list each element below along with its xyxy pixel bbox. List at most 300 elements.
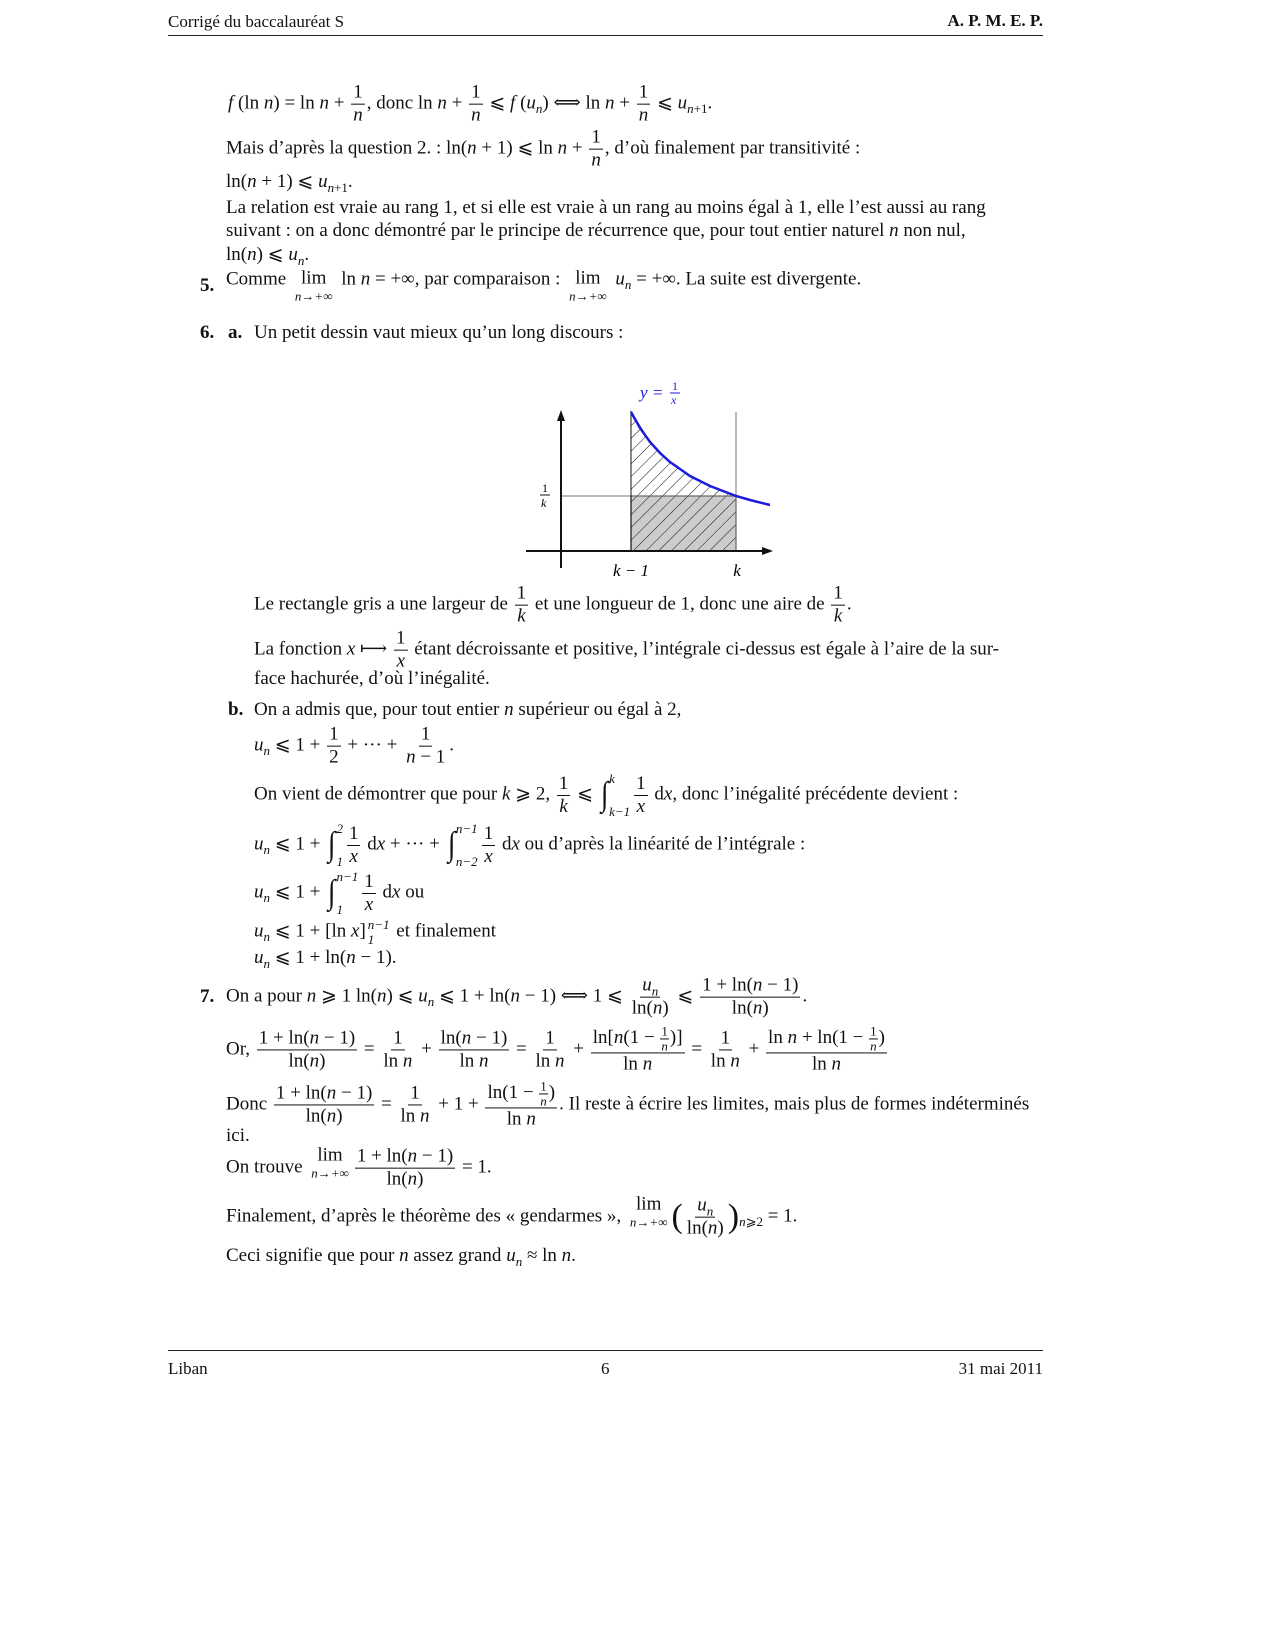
- text-line: [254, 668, 490, 690]
- lim-operator: lim: [301, 267, 327, 289]
- math-variable: n: [263, 842, 270, 858]
- math-variable: u: [677, 92, 688, 114]
- numerator: 1: [870, 1023, 877, 1039]
- fraction: [485, 1079, 557, 1130]
- denominator: [363, 894, 375, 916]
- numerator: [695, 1195, 715, 1218]
- page-number: 6: [601, 1359, 610, 1378]
- numerator: [274, 1083, 374, 1106]
- text-run: Le rectangle gris a une largeur de: [254, 593, 513, 615]
- curve-label-y: y: [640, 383, 648, 402]
- text-run: ⩾ 1 ln(: [316, 985, 378, 1007]
- text-run: ): [662, 997, 669, 1019]
- denominator: [685, 1218, 726, 1240]
- denominator: [630, 998, 671, 1020]
- text-line: [254, 772, 958, 818]
- lower-limit: n−2: [455, 854, 478, 869]
- math-text: 1: [833, 582, 843, 604]
- integral-sign: ∫: [328, 874, 336, 911]
- bound-limits: [368, 918, 390, 946]
- math-text: 1: [364, 870, 374, 892]
- text-run: ⩽: [652, 92, 678, 114]
- math-variable: n: [407, 1168, 418, 1190]
- text-run: d: [649, 783, 664, 805]
- text-run: ln(: [731, 997, 753, 1019]
- text-run: ): [878, 1026, 885, 1048]
- small-fraction: [869, 1024, 878, 1052]
- text-run: − 1).: [355, 947, 397, 968]
- text-line: [254, 628, 999, 673]
- math-variable: u: [288, 244, 298, 265]
- math-variable: n: [739, 1214, 746, 1230]
- text-run: +: [743, 1038, 765, 1060]
- denominator: [730, 998, 771, 1020]
- x-axis-arrow-icon: [762, 547, 773, 555]
- math-variable: x: [351, 920, 360, 942]
- small-fraction: [660, 1024, 669, 1052]
- denominator: [457, 1051, 490, 1073]
- text-line: [226, 1195, 797, 1240]
- math-variable: n: [787, 1026, 798, 1048]
- text-run: .: [304, 244, 310, 265]
- denominator: n: [870, 1038, 877, 1054]
- text-run: =: [686, 1038, 707, 1060]
- text-run: + 1) ⩽ ln: [476, 137, 558, 159]
- math-variable: u: [506, 1245, 516, 1266]
- math-text: 2: [329, 746, 339, 768]
- math-variable: n: [437, 92, 447, 114]
- text-run: d: [377, 881, 392, 903]
- math-variable: n: [309, 1027, 320, 1049]
- math-variable: k: [833, 605, 843, 627]
- denominator: [482, 846, 494, 868]
- math-variable: f: [228, 92, 234, 114]
- lim-operator: lim: [317, 1144, 343, 1166]
- math-variable: n: [706, 1203, 714, 1219]
- math-variable: n: [687, 101, 694, 117]
- text-run: +1: [334, 179, 348, 195]
- text-run: − 1): [319, 1027, 356, 1049]
- fraction: [355, 1146, 455, 1191]
- fraction: [766, 1024, 887, 1075]
- text-run: ⩽ 1 + [ln: [270, 920, 351, 942]
- math-variable: x: [364, 893, 374, 915]
- text-run: )]: [669, 1026, 683, 1048]
- denominator: [557, 796, 569, 818]
- text-run: ou: [400, 881, 425, 903]
- text-run: ⩾2: [745, 1214, 763, 1230]
- math-variable: n: [263, 890, 270, 906]
- math-variable: x: [392, 881, 401, 903]
- text-run: Finalement, d’après le théorème des « gendarmes »,: [226, 1205, 626, 1227]
- text-run: . Il reste à écrire les limites, mais plus de formes indéterminés: [559, 1093, 1030, 1115]
- math-variable: n: [263, 743, 270, 759]
- text-run: +: [567, 137, 588, 159]
- math-variable: n: [591, 149, 601, 171]
- text-run: (: [515, 92, 527, 114]
- math-variable: n: [406, 746, 416, 768]
- integral-sign: ∫: [600, 776, 609, 813]
- integral-figure: [0, 0, 1275, 620]
- text-run: ⟼: [355, 638, 393, 660]
- text-run: suivant : on a donc démontré par le principe de récurrence que, pour tout entier naturel: [226, 220, 890, 241]
- text-line: [226, 1245, 576, 1267]
- math-variable: n: [535, 101, 543, 117]
- denominator: [505, 1109, 538, 1131]
- text-run: ln(: [305, 1105, 327, 1127]
- math-variable: n: [326, 1105, 337, 1127]
- text-run: ln(: [440, 1027, 462, 1049]
- lim-operator: lim: [636, 1193, 662, 1215]
- text-run: ln: [710, 1050, 731, 1072]
- text-run: ln: [768, 1026, 788, 1048]
- denominator: [348, 846, 360, 868]
- math-variable: x: [349, 845, 358, 867]
- math-variable: f: [510, 92, 516, 114]
- numerator: [543, 1028, 557, 1051]
- math-variable: n: [642, 1053, 653, 1075]
- text-run: +1: [693, 101, 708, 117]
- math-variable: n: [306, 985, 317, 1007]
- math-variable: n: [831, 1053, 842, 1075]
- upper-bound: n−1: [367, 917, 390, 932]
- math-variable: n: [752, 997, 763, 1019]
- math-variable: n: [467, 137, 477, 159]
- math-variable: u: [642, 974, 652, 996]
- header-title: Corrigé du baccalauréat S: [168, 12, 345, 31]
- math-variable: n: [319, 92, 329, 114]
- text-line: [226, 1125, 250, 1147]
- limit-subscript: n→+∞: [569, 288, 607, 304]
- math-variable: n: [478, 1050, 489, 1072]
- denominator: [709, 1051, 742, 1073]
- math-variable: n: [510, 985, 521, 1007]
- xtick-k-1: k − 1: [612, 561, 650, 580]
- text-run: Mais d’après la question 2. : ln(: [226, 137, 468, 159]
- math-variable: x: [376, 833, 386, 855]
- text-run: .: [347, 171, 353, 192]
- text-line: [254, 822, 805, 868]
- math-variable: n: [652, 997, 663, 1019]
- math-variable: n: [263, 929, 270, 945]
- subscript: [739, 1214, 763, 1229]
- text-run: +: [614, 92, 635, 114]
- text-run: ln[: [592, 1026, 614, 1048]
- bounds: [368, 918, 390, 946]
- math-text: 1: [396, 627, 406, 649]
- math-text: 1: [393, 1027, 403, 1049]
- text-run: ici.: [226, 1125, 250, 1146]
- text-run: − 1: [415, 746, 446, 768]
- text-run: + ln(1 −: [797, 1026, 869, 1048]
- math-variable: u: [697, 1194, 707, 1216]
- text-run: ln(: [288, 1050, 310, 1072]
- math-variable: u: [254, 947, 264, 968]
- denominator: n: [661, 1038, 668, 1054]
- question-number-7: 7.: [200, 986, 215, 1007]
- text-line: [226, 1146, 492, 1191]
- limit-subscript: n→+∞: [294, 288, 333, 304]
- math-variable: n: [326, 1082, 337, 1104]
- text-run: = 1.: [762, 1205, 798, 1227]
- lower-limit: 1: [336, 854, 343, 869]
- math-text: 1: [638, 81, 649, 103]
- curve-label-den: x: [671, 393, 677, 407]
- text-run: ln: [535, 1050, 556, 1072]
- numerator: [634, 773, 648, 796]
- large-parenthesis: ): [727, 1198, 740, 1235]
- integral-limits: [456, 822, 478, 868]
- numerator: [557, 773, 571, 796]
- text-run: +: [446, 92, 468, 114]
- math-variable: u: [254, 734, 264, 756]
- text-run: ) ⩽: [386, 985, 419, 1007]
- text-run: ln(: [686, 1217, 708, 1239]
- fraction: [557, 773, 571, 818]
- xtick-k: k: [733, 561, 741, 580]
- denominator: [621, 1054, 654, 1076]
- numerator: [700, 975, 800, 998]
- text-run: = +∞, par comparaison :: [370, 268, 566, 290]
- upper-limit: k: [609, 771, 615, 786]
- text-run: ln: [623, 1053, 643, 1075]
- math-variable: k: [559, 795, 568, 817]
- text-run: + ··· +: [342, 734, 403, 756]
- text-line: [254, 947, 397, 969]
- math-variable: x: [484, 845, 493, 867]
- text-run: − 1): [471, 1027, 508, 1049]
- lower-bound: 1: [367, 932, 375, 947]
- text-run: ): [336, 1105, 343, 1127]
- text-run: ln(: [386, 1168, 408, 1190]
- integral-sign: ∫: [447, 826, 455, 863]
- lower-limit: k−1: [609, 804, 631, 819]
- limit: [630, 1195, 668, 1230]
- text-line: [226, 1079, 1029, 1130]
- math-variable: n: [263, 92, 274, 114]
- text-line: [226, 975, 807, 1020]
- ytick-den: k: [541, 496, 547, 510]
- fraction: [399, 1083, 432, 1128]
- math-variable: n: [247, 244, 257, 265]
- integral: [327, 870, 358, 916]
- numerator: [408, 1083, 422, 1106]
- text-run: +: [568, 1038, 589, 1060]
- text-run: ): [717, 1217, 724, 1239]
- math-variable: n: [263, 955, 270, 971]
- curve-label-eq: =: [653, 383, 663, 402]
- denominator: [327, 747, 341, 769]
- large-parenthesis: (: [671, 1198, 683, 1235]
- numerator: [766, 1024, 887, 1053]
- math-text: 1: [353, 81, 363, 103]
- subquestion-a: a.: [228, 322, 243, 343]
- text-run: ln: [459, 1050, 479, 1072]
- math-variable: x: [511, 833, 520, 855]
- lim-operator: lim: [575, 267, 601, 289]
- math-variable: n: [327, 179, 335, 195]
- text-run: On trouve: [226, 1156, 308, 1178]
- text-run: ): [319, 1050, 326, 1072]
- math-variable: n: [309, 1050, 320, 1072]
- fraction: [630, 975, 671, 1020]
- header-apmep: A. P. M. E. P.: [947, 11, 1043, 30]
- math-variable: n: [651, 983, 659, 999]
- fraction: [591, 1024, 685, 1075]
- text-run: Comme: [226, 268, 291, 290]
- numerator: [362, 871, 376, 894]
- math-variable: n: [526, 1108, 536, 1130]
- text-run: ⩽ 1 +: [270, 881, 326, 903]
- gray-rectangle-hatch: [631, 496, 736, 551]
- question-number-6: 6.: [200, 322, 215, 343]
- text-line: [254, 724, 454, 769]
- math-variable: n: [515, 1253, 523, 1269]
- text-run: , d’où finalement par transitivité :: [604, 137, 861, 159]
- text-run: ⩽: [572, 783, 598, 805]
- denominator: [399, 1106, 432, 1128]
- text-run: On vient de démontrer que pour: [254, 783, 502, 805]
- text-run: , donc l’inégalité précédente devient :: [672, 783, 959, 805]
- math-variable: n: [461, 1027, 472, 1049]
- math-text: 1: [591, 126, 601, 148]
- numerator: [591, 1024, 685, 1053]
- text-run: ln: [811, 1053, 832, 1075]
- text-run: ): [417, 1168, 424, 1190]
- text-run: Un petit dessin vaut mieux qu’un long discours :: [254, 322, 624, 343]
- numerator: [257, 1028, 357, 1051]
- text-run: ) ⟺ ln: [542, 92, 606, 114]
- text-run: =: [376, 1093, 397, 1115]
- math-variable: n: [889, 220, 899, 241]
- math-text: 1: [636, 772, 646, 794]
- text-line: [254, 870, 424, 916]
- integral-sign: ∫: [328, 826, 336, 863]
- text-line: [254, 699, 681, 721]
- fraction: [685, 1195, 726, 1240]
- text-run: ⩽ 1 +: [270, 833, 326, 855]
- math-variable: u: [526, 92, 536, 114]
- upper-limit: n−1: [455, 821, 478, 836]
- text-run: =: [511, 1038, 532, 1060]
- upper-limit: n−1: [336, 869, 359, 884]
- denominator: [404, 747, 447, 769]
- math-variable: u: [254, 920, 264, 942]
- denominator: [635, 796, 647, 818]
- text-run: Donc: [226, 1093, 272, 1115]
- fraction: [274, 1083, 374, 1128]
- fraction: [482, 823, 496, 868]
- text-run: La fonction: [254, 638, 347, 660]
- math-variable: n: [399, 1245, 409, 1266]
- math-text: 1: [720, 1027, 731, 1049]
- math-variable: n: [346, 947, 356, 968]
- text-line: [226, 1024, 889, 1075]
- footer-location: Liban: [168, 1359, 208, 1378]
- text-run: (1 −: [623, 1026, 660, 1048]
- math-variable: n: [613, 1026, 624, 1048]
- y-axis-arrow-icon: [557, 410, 565, 421]
- math-variable: u: [318, 171, 328, 192]
- math-variable: x: [346, 638, 356, 660]
- text-run: +: [416, 1038, 437, 1060]
- numerator: 1: [661, 1023, 668, 1039]
- fraction: [404, 724, 447, 769]
- text-run: ): [548, 1081, 556, 1103]
- math-variable: n: [377, 985, 387, 1007]
- text-run: + ··· +: [385, 833, 445, 855]
- math-variable: k: [517, 605, 526, 627]
- limit-subscript: n→+∞: [629, 1214, 668, 1230]
- text-run: .: [707, 92, 713, 114]
- text-run: d: [362, 833, 377, 855]
- math-variable: n: [353, 104, 363, 126]
- text-run: ≈ ln: [522, 1245, 562, 1266]
- text-run: ⩽: [484, 92, 511, 114]
- math-variable: n: [605, 92, 615, 114]
- footer-rule: [168, 1350, 1043, 1351]
- text-run: ou d’après la linéarité de l’intégrale :: [519, 833, 806, 855]
- integral-limits: [336, 822, 343, 868]
- denominator: [534, 1051, 567, 1073]
- denominator: [385, 1169, 426, 1191]
- text-run: .: [571, 1245, 576, 1266]
- math-text: 1: [558, 772, 569, 794]
- text-run: 1 + ln(: [258, 1027, 310, 1049]
- numerator: [327, 724, 341, 747]
- integral: [327, 822, 343, 868]
- text-run: ) = ln: [273, 92, 320, 114]
- text-run: .: [846, 593, 852, 615]
- footer-date: 31 mai 2011: [958, 1359, 1043, 1378]
- denominator: [287, 1051, 328, 1073]
- numerator: [391, 1028, 405, 1051]
- text-run: 1 + ln(: [356, 1145, 408, 1167]
- text-run: ln: [336, 268, 361, 290]
- text-run: + 1) ⩽: [256, 171, 319, 192]
- math-text: 1: [471, 81, 481, 103]
- math-variable: n: [471, 104, 481, 126]
- math-variable: u: [254, 833, 264, 855]
- fraction: [709, 1028, 742, 1073]
- math-variable: n: [561, 1245, 572, 1266]
- math-variable: n: [247, 171, 257, 192]
- text-run: 1 + ln(: [702, 974, 753, 996]
- fraction: [439, 1028, 510, 1073]
- limit: [311, 1146, 349, 1181]
- text-run: face hachurée, d’où l’inégalité.: [254, 668, 490, 689]
- text-run: =: [359, 1038, 380, 1060]
- numerator: [355, 1146, 455, 1169]
- math-variable: n: [555, 1050, 565, 1072]
- text-run: (ln: [233, 92, 264, 114]
- small-fraction: [539, 1079, 548, 1107]
- numerator: [347, 823, 361, 846]
- text-run: Or,: [226, 1038, 255, 1060]
- math-text: 1: [410, 1082, 420, 1104]
- text-run: non nul,: [898, 220, 966, 241]
- text-line: [254, 918, 496, 946]
- text-run: ln(: [226, 171, 248, 192]
- text-run: ln: [383, 1050, 403, 1072]
- math-variable: x: [636, 795, 646, 817]
- fraction: [381, 1028, 414, 1073]
- text-run: On a admis que, pour tout entier: [254, 699, 505, 720]
- text-run: ]: [359, 920, 366, 942]
- math-text: 1: [420, 723, 431, 745]
- text-run: On a pour: [226, 985, 307, 1007]
- text-run: ⩽ 1 +: [270, 734, 326, 756]
